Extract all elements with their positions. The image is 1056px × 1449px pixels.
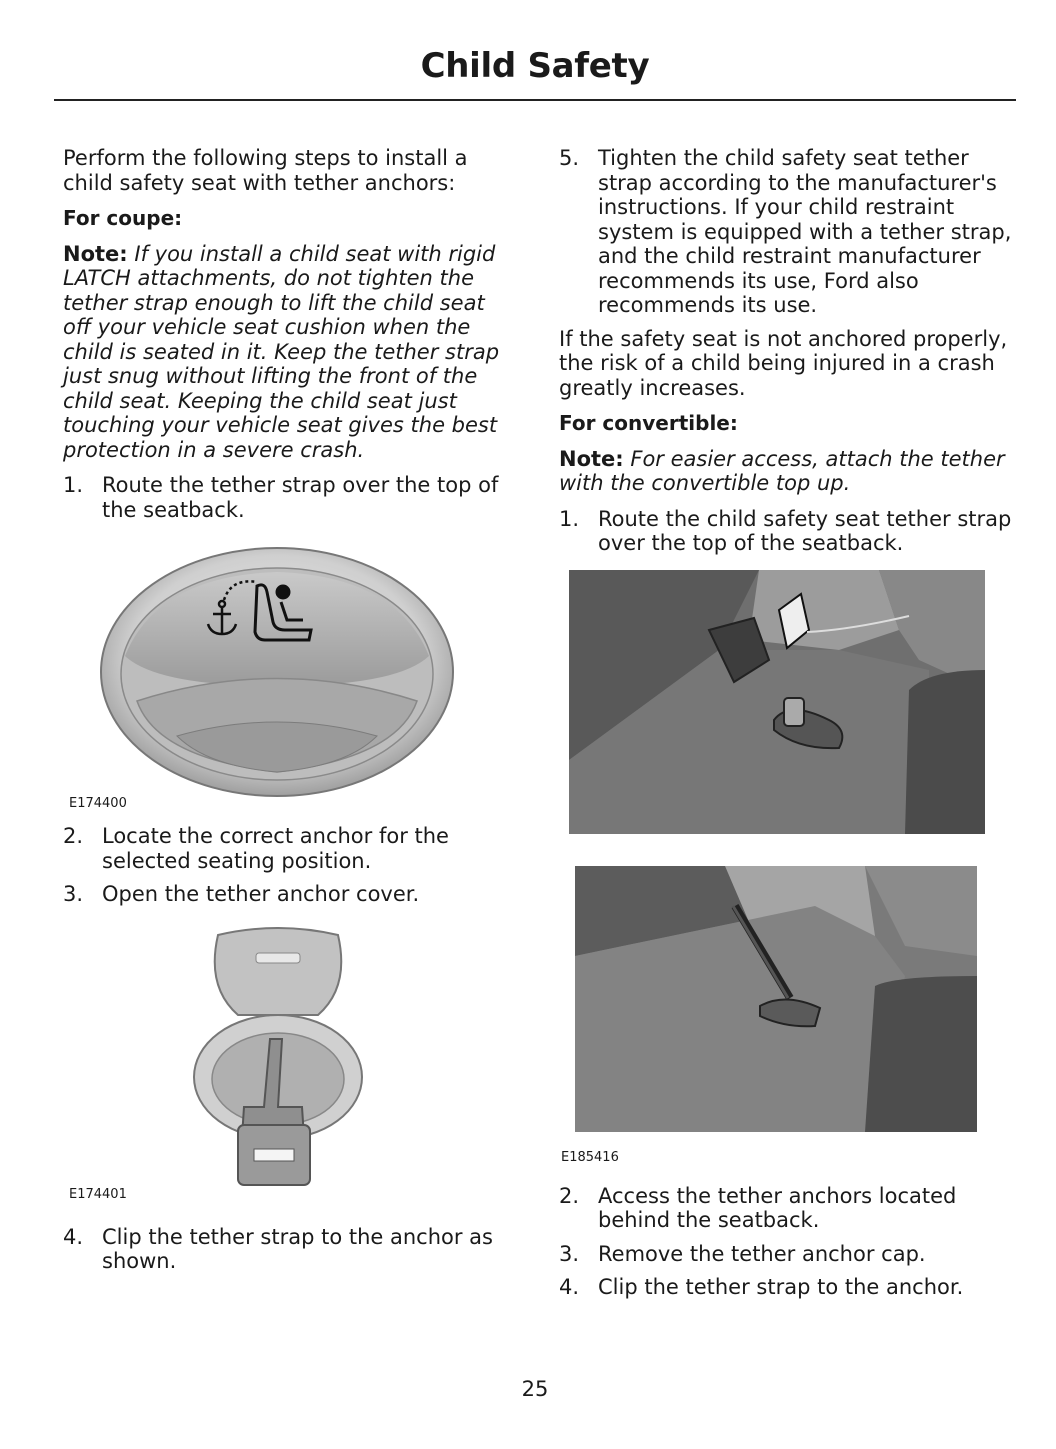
- open-anchor-cover-illustration: [178, 927, 378, 1199]
- list-item: 3. Open the tether anchor cover.: [63, 882, 420, 906]
- tether-anchor-cover-illustration: [97, 536, 457, 798]
- open-cover-figure: [63, 921, 518, 1217]
- coupe-steps-d: [559, 146, 1014, 318]
- list-item: 2. Access the tether anchors located behind the seatback.: [559, 1183, 957, 1232]
- warning-paragraph: If the safety seat is not anchored properly, the risk of a child being injured in a crash greatly increases.: [559, 326, 1008, 400]
- convertible-steps-a: [559, 507, 1014, 556]
- list-item: 1. Route the child safety seat tether strap over the top of the seatback.: [559, 506, 1012, 555]
- convertible-subheading: For convertible:: [559, 411, 738, 435]
- page-title: Child Safety: [420, 46, 650, 86]
- coupe-steps-c: [63, 1225, 518, 1274]
- intro-paragraph: Perform the following steps to install a child safety seat with tether anchors:: [63, 146, 468, 195]
- tether-anchor-illustration: [575, 866, 977, 1132]
- list-item: 4. Clip the tether strap to the anchor.: [559, 1275, 964, 1299]
- list-item: 5. Tighten the child safety seat tether strap according to the manufacturer's instructions. If your child restraint system is equipped with a tether strap, and the child restraint manufacturer recommends its use, Ford also recommends its use.: [559, 146, 1012, 317]
- coupe-subheading: For coupe:: [63, 206, 183, 230]
- tether-route-illustration: [569, 570, 985, 834]
- coupe-steps-b: [63, 824, 518, 907]
- coupe-steps-a: [63, 473, 518, 522]
- anchor-cover-figure: [63, 536, 518, 818]
- list-item: 4. Clip the tether strap to the anchor as shown.: [63, 1224, 493, 1273]
- list-item: 3. Remove the tether anchor cap.: [559, 1241, 926, 1266]
- left-column: [63, 146, 518, 1283]
- note-label: Note:: [559, 446, 624, 471]
- note-label: Note:: [63, 241, 128, 266]
- list-item: 1. Route the tether strap over the top of the seatback.: [63, 473, 499, 522]
- convertible-steps-b: [559, 1184, 1014, 1300]
- figure-id: E174400: [69, 796, 127, 811]
- note-text: If you install a child seat with rigid LATCH attachments, do not tighten the tether strap enough to lift the child seat off your vehicle seat cushion when the child is seated in it. Keep the tether strap just snug without lifting the front of the child seat. Keeping the child seat just touching your vehicle seat gives the best protection in a severe crash.: [63, 241, 500, 462]
- coupe-note: [63, 242, 518, 463]
- convertible-figure: [559, 570, 1014, 1176]
- note-text: For easier access, attach the tether with the convertible top up.: [559, 446, 1005, 495]
- figure-id: E185416: [561, 1149, 619, 1165]
- figure-id: E174401: [69, 1186, 127, 1202]
- list-item: 2. Locate the correct anchor for the selected seating position.: [63, 824, 449, 873]
- convertible-note: [559, 447, 1014, 496]
- right-column: [559, 146, 1014, 1309]
- header-rule: [54, 99, 1016, 101]
- page-number: 25: [521, 1377, 549, 1401]
